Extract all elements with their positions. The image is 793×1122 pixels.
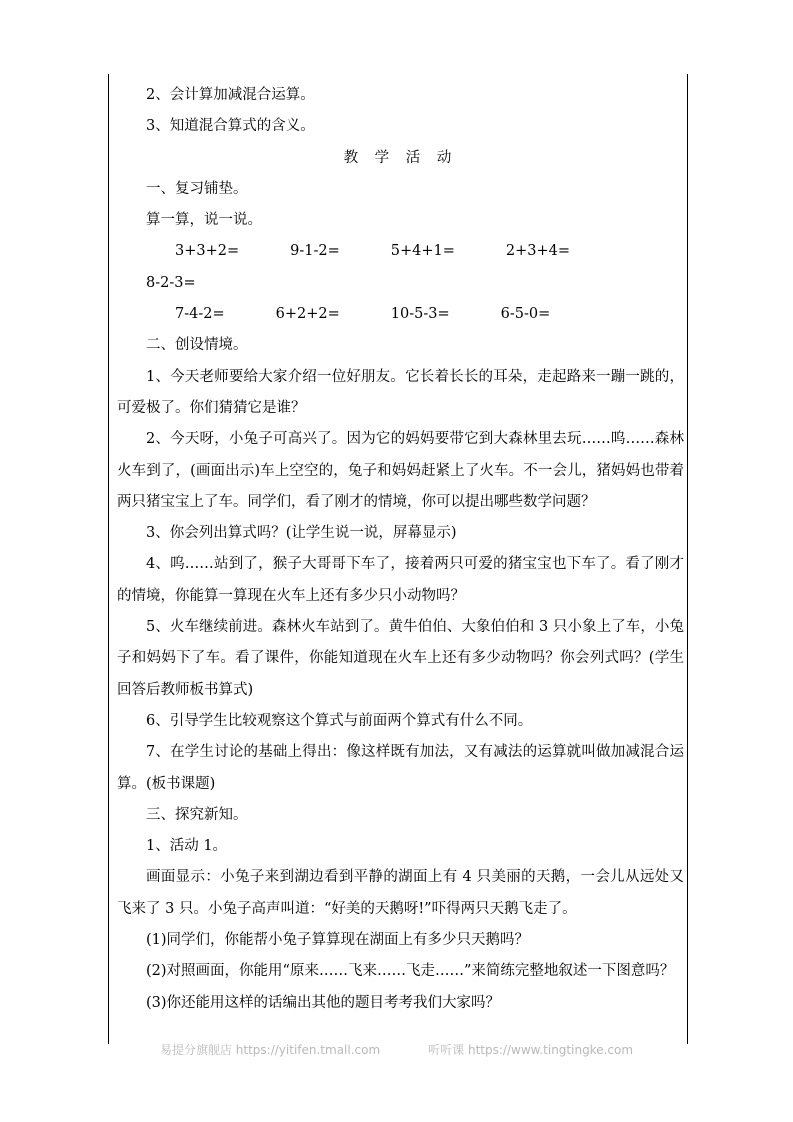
- objective-3: 3、知道混合算式的含义。: [146, 118, 315, 135]
- expression: 8-2-3=: [146, 274, 196, 291]
- expression: 10-5-3=: [390, 306, 450, 323]
- expression: 7-4-2=: [175, 306, 225, 323]
- scenario-item-7: 7、在学生讨论的基础上得出：像这样既有加法，又有减法的运算就叫做加减混合运算。(板书课题): [117, 744, 684, 792]
- page-footer: [0, 1041, 793, 1058]
- scenario-item-2: 2、今天呀，小兔子可高兴了。因为它的妈妈要带它到大森林里去玩……呜……森林火车到了，(画面出示)车上空空的，兔子和妈妈赶紧上了火车。不一会儿，猪妈妈也带着两只猪宝宝上了车。同学们，看了刚才的情境，你可以提出哪些数学问题？: [117, 431, 684, 510]
- scenario-heading: 二、创设情境。: [146, 337, 248, 354]
- expression: 5+4+1=: [390, 243, 455, 260]
- scenario-item-1: 1、今天老师要给大家介绍一位好朋友。它长着长长的耳朵，走起路来一蹦一跳的，可爱极了。你们猜猜它是谁？: [117, 368, 684, 416]
- footer-site-link[interactable]: 听听课 https://www.tingtingke.com: [428, 1043, 634, 1057]
- activity-description: 画面显示：小兔子来到湖边看到平静的湖面上有 4 只美丽的天鹅，一会儿从远处又飞来了 3 只。小兔子高声叫道：“好美的天鹅呀!”吓得两只天鹅飞走了。: [117, 869, 684, 917]
- scenario-item-5: 5、火车继续前进。森林火车站到了。黄牛伯伯、大象伯伯和 3 只小象上了车，小兔子和妈妈下了车。看了课件，你能知道现在火车上还有多少动物吗？你会列式吗？(学生回答后教师板书算式): [117, 619, 684, 698]
- expression: 3+3+2=: [175, 243, 240, 260]
- scenario-item-3: 3、你会列出算式吗？(让学生说一说，屏幕显示): [146, 525, 457, 542]
- section-title: 教 学 活 动: [343, 149, 458, 166]
- lesson-content: [117, 80, 684, 1019]
- explore-heading: 三、探究新知。: [146, 806, 248, 823]
- review-prompt: 算一算，说一说。: [146, 212, 262, 229]
- footer-store-link[interactable]: 易提分旗舰店 https://yitifen.tmall.com: [159, 1043, 381, 1057]
- review-heading: 一、复习铺垫。: [146, 180, 248, 197]
- expression: 9-1-2=: [290, 243, 340, 260]
- expression: 6+2+2=: [275, 306, 340, 323]
- objective-2: 2、会计算加减混合运算。: [146, 87, 315, 103]
- expression: 6-5-0=: [500, 306, 551, 323]
- expression: 2+3+4=: [505, 243, 570, 260]
- question-3: (3)你还能用这样的话编出其他的题目考考我们大家吗？: [146, 994, 501, 1011]
- question-2: (2)对照画面，你能用“原来……飞来……飞走……”来简练完整地叙述一下图意吗？: [146, 963, 675, 980]
- activity-title: 1、活动 1。: [146, 838, 228, 855]
- question-1: (1)同学们，你能帮小兔子算算现在湖面上有多少只天鹅吗？: [146, 932, 530, 949]
- scenario-item-4: 4、呜……站到了，猴子大哥哥下车了，接着两只可爱的猪宝宝也下车了。看了刚才的情境，你能算一算现在火车上还有多少只小动物吗？: [117, 556, 684, 604]
- expression-row-2: [117, 299, 684, 330]
- expression-row-1: [117, 236, 684, 299]
- scenario-item-6: 6、引导学生比较观察这个算式与前面两个算式有什么不同。: [146, 712, 533, 729]
